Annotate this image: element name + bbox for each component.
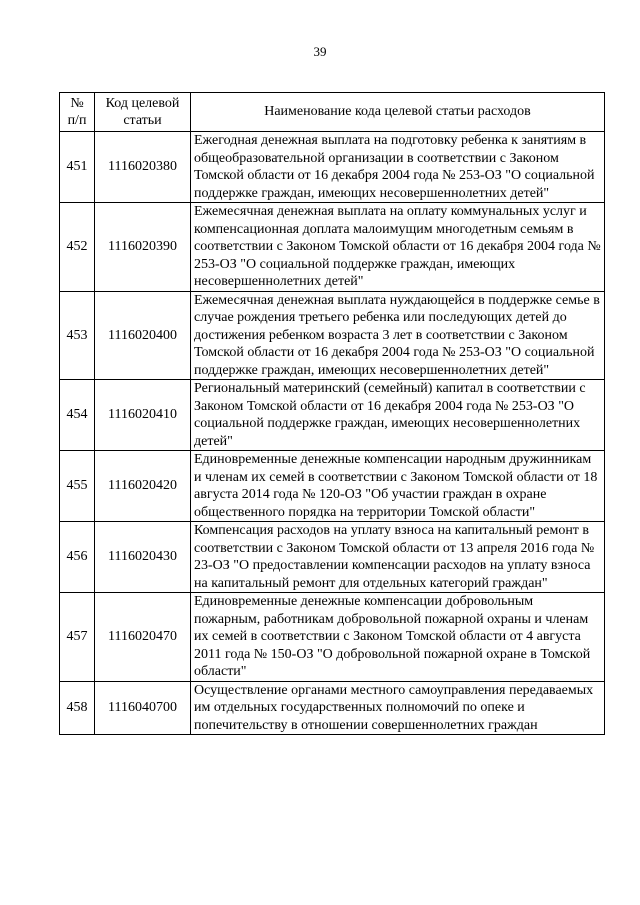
row-number: 457 xyxy=(60,593,95,682)
row-code: 1116020390 xyxy=(95,203,191,292)
row-number: 455 xyxy=(60,451,95,522)
row-name: Осуществление органами местного самоуправления передаваемых им отдельных государственных полномочий по опеке и попечительству в отношении совершеннолетних граждан xyxy=(191,681,605,735)
row-number: 452 xyxy=(60,203,95,292)
row-number: 451 xyxy=(60,132,95,203)
header-number: № п/п xyxy=(60,93,95,132)
table-row xyxy=(60,681,605,735)
table-row xyxy=(60,380,605,451)
row-name: Компенсация расходов на уплату взноса на капитальный ремонт в соответствии с Законом Томской области от 13 апреля 2016 года № 23-ОЗ "О предоставлении компенсации расходов на уплату взноса на капитальный ремонт для отдельных категорий граждан" xyxy=(191,522,605,593)
row-name: Региональный материнский (семейный) капитал в соответствии с Законом Томской области от 16 декабря 2004 года № 253-ОЗ "О социальной поддержке граждан, имеющих несовершеннолетних детей" xyxy=(191,380,605,451)
row-number: 453 xyxy=(60,291,95,380)
table-row xyxy=(60,203,605,292)
row-code: 1116020430 xyxy=(95,522,191,593)
row-name: Единовременные денежные компенсации добровольным пожарным, работникам добровольной пожарной охраны и членам их семей в соответствии с Законом Томской области от 4 августа 2011 года № 150-ОЗ "О добровольной пожарной охране в Томской области" xyxy=(191,593,605,682)
row-name: Ежемесячная денежная выплата нуждающейся в поддержке семье в случае рождения третьего ребенка или последующих детей до достижения ребенком возраста 3 лет в соответствии с Законом Томской области от 16 декабря 2004 года № 253-ОЗ "О социальной поддержке граждан, имеющих несовершеннолетних детей" xyxy=(191,291,605,380)
row-code: 1116040700 xyxy=(95,681,191,735)
row-code: 1116020400 xyxy=(95,291,191,380)
table-row xyxy=(60,132,605,203)
table-row xyxy=(60,291,605,380)
page-number: 39 xyxy=(313,44,327,59)
header-name: Наименование кода целевой статьи расходов xyxy=(191,93,605,132)
row-code: 1116020420 xyxy=(95,451,191,522)
row-number: 458 xyxy=(60,681,95,735)
table-row xyxy=(60,593,605,682)
row-code: 1116020410 xyxy=(95,380,191,451)
table-header-row xyxy=(60,93,605,132)
row-name: Ежегодная денежная выплата на подготовку ребенка к занятиям в общеобразовательной организации в соответствии с Законом Томской области от 16 декабря 2004 года № 253-ОЗ "О социальной поддержке граждан, имеющих несовершеннолетних детей" xyxy=(191,132,605,203)
table-row xyxy=(60,451,605,522)
header-code: Код целевой статьи xyxy=(95,93,191,132)
row-name: Единовременные денежные компенсации народным дружинникам и членам их семей в соответствии с Законом Томской области от 18 августа 2014 года № 120-ОЗ "Об участии граждан в охране общественного порядка на территории Томской области" xyxy=(191,451,605,522)
row-code: 1116020380 xyxy=(95,132,191,203)
row-number: 454 xyxy=(60,380,95,451)
row-code: 1116020470 xyxy=(95,593,191,682)
target-article-codes-table xyxy=(59,92,605,735)
row-number: 456 xyxy=(60,522,95,593)
table-row xyxy=(60,522,605,593)
row-name: Ежемесячная денежная выплата на оплату коммунальных услуг и компенсационная доплата малоимущим многодетным семьям в соответствии с Законом Томской области от 16 декабря 2004 года № 253-ОЗ "О социальной поддержке граждан, имеющих несовершеннолетних детей" xyxy=(191,203,605,292)
